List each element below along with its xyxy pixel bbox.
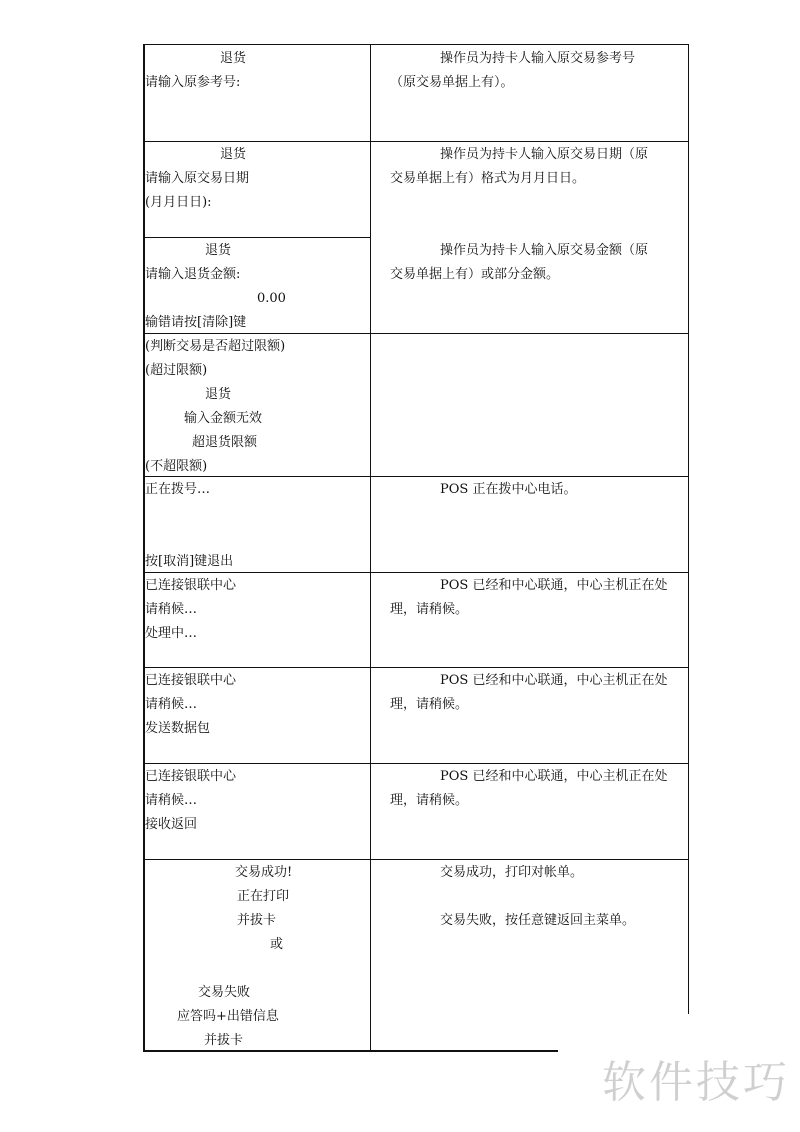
description-line: 交易失败，按任意键返回主菜单。: [440, 913, 636, 928]
row-3-right-cell: [376, 239, 688, 287]
screen-prompt: 请输入原交易日期: [145, 171, 250, 186]
screen-message: 交易成功!: [235, 865, 293, 880]
row-7-right-cell: [376, 669, 688, 717]
screen-title: 退货: [220, 51, 247, 66]
screen-message: 已连接银联中心: [145, 578, 237, 593]
description-line: POS 正在拨中心电话。: [440, 482, 577, 497]
row-2-right-cell: [376, 143, 688, 191]
row-5-right-cell: [376, 478, 688, 502]
screen-message: 交易失败: [198, 985, 251, 1000]
row-divider: [143, 141, 689, 142]
condition-note: (超过限额): [145, 363, 208, 378]
row-divider: [143, 44, 689, 45]
screen-message: 输入金额无效: [184, 411, 263, 426]
screen-message: 请稍候…: [145, 793, 198, 808]
row-divider: [143, 859, 689, 860]
screen-message: 正在拨号…: [145, 482, 211, 497]
row-1-right-cell: [376, 47, 688, 95]
screen-message: 并拔卡: [204, 1033, 244, 1048]
row-8-left-cell: [145, 765, 370, 837]
row-5-left-cell: [145, 478, 370, 574]
row-divider: [143, 763, 689, 764]
screen-hint: 输错请按[清除]键: [145, 315, 247, 330]
table-right-border: [688, 44, 689, 1014]
description-line: （原交易单据上有）。: [390, 75, 514, 90]
description-line: 理，请稍候。: [390, 697, 469, 712]
row-7-left-cell: [145, 669, 370, 741]
screen-message: 接收返回: [145, 817, 198, 832]
screen-prompt: 请输入退货金额:: [145, 267, 241, 282]
description-line: 操作员为持卡人输入原交易金额（原: [440, 243, 649, 258]
screen-prompt: 请输入原参考号:: [145, 75, 241, 90]
screen-message: 应答吗+出错信息: [177, 1009, 279, 1024]
amount-value: 0.00: [257, 291, 286, 306]
screen-message: 已连接银联中心: [145, 673, 237, 688]
row-9-left-cell: [145, 861, 370, 1053]
condition-note: (不超限额): [145, 459, 208, 474]
description-line: 操作员为持卡人输入原交易日期（原: [440, 147, 649, 162]
description-line: POS 已经和中心联通，中心主机正在处: [440, 578, 668, 593]
row-8-right-cell: [376, 765, 688, 813]
screen-hint: 按[取消]键退出: [145, 554, 234, 569]
screen-message: 或: [270, 937, 284, 952]
row-divider: [143, 237, 371, 238]
row-divider: [143, 667, 689, 668]
screen-message: 发送数据包: [145, 721, 211, 736]
row-1-left-cell: [145, 47, 370, 95]
row-6-right-cell: [376, 574, 688, 622]
screen-format-hint: (月月日日):: [145, 195, 212, 210]
row-4-left-cell: [145, 335, 370, 479]
table-middle-border: [370, 44, 371, 1052]
row-6-left-cell: [145, 574, 370, 646]
row-9-right-cell: [376, 861, 688, 933]
description-line: 交易单据上有）或部分金额。: [390, 267, 560, 282]
screen-title: 退货: [220, 147, 247, 162]
description-line: 理，请稍候。: [390, 602, 469, 617]
screen-title: 退货: [205, 387, 232, 402]
screen-message: 并拔卡: [237, 913, 277, 928]
row-3-left-cell: [145, 239, 370, 335]
screen-title: 退货: [205, 243, 232, 258]
screen-message: 正在打印: [237, 889, 290, 904]
description-line: POS 已经和中心联通，中心主机正在处: [440, 673, 668, 688]
screen-message: 请稍候…: [145, 697, 198, 712]
screen-message: 已连接银联中心: [145, 769, 237, 784]
watermark-text: 软件技巧: [602, 1057, 790, 1108]
row-2-left-cell: [145, 143, 370, 215]
description-line: 理，请稍候。: [390, 793, 469, 808]
description-line: 交易成功，打印对帐单。: [440, 865, 584, 880]
description-line: POS 已经和中心联通，中心主机正在处: [440, 769, 668, 784]
screen-message: 请稍候…: [145, 602, 198, 617]
screen-message: 超退货限额: [192, 435, 258, 450]
screen-message: 处理中…: [145, 626, 198, 641]
condition-note: (判断交易是否超过限额): [145, 339, 286, 354]
description-line: 交易单据上有）格式为月月日日。: [390, 171, 586, 186]
description-line: 操作员为持卡人输入原交易参考号: [440, 51, 636, 66]
